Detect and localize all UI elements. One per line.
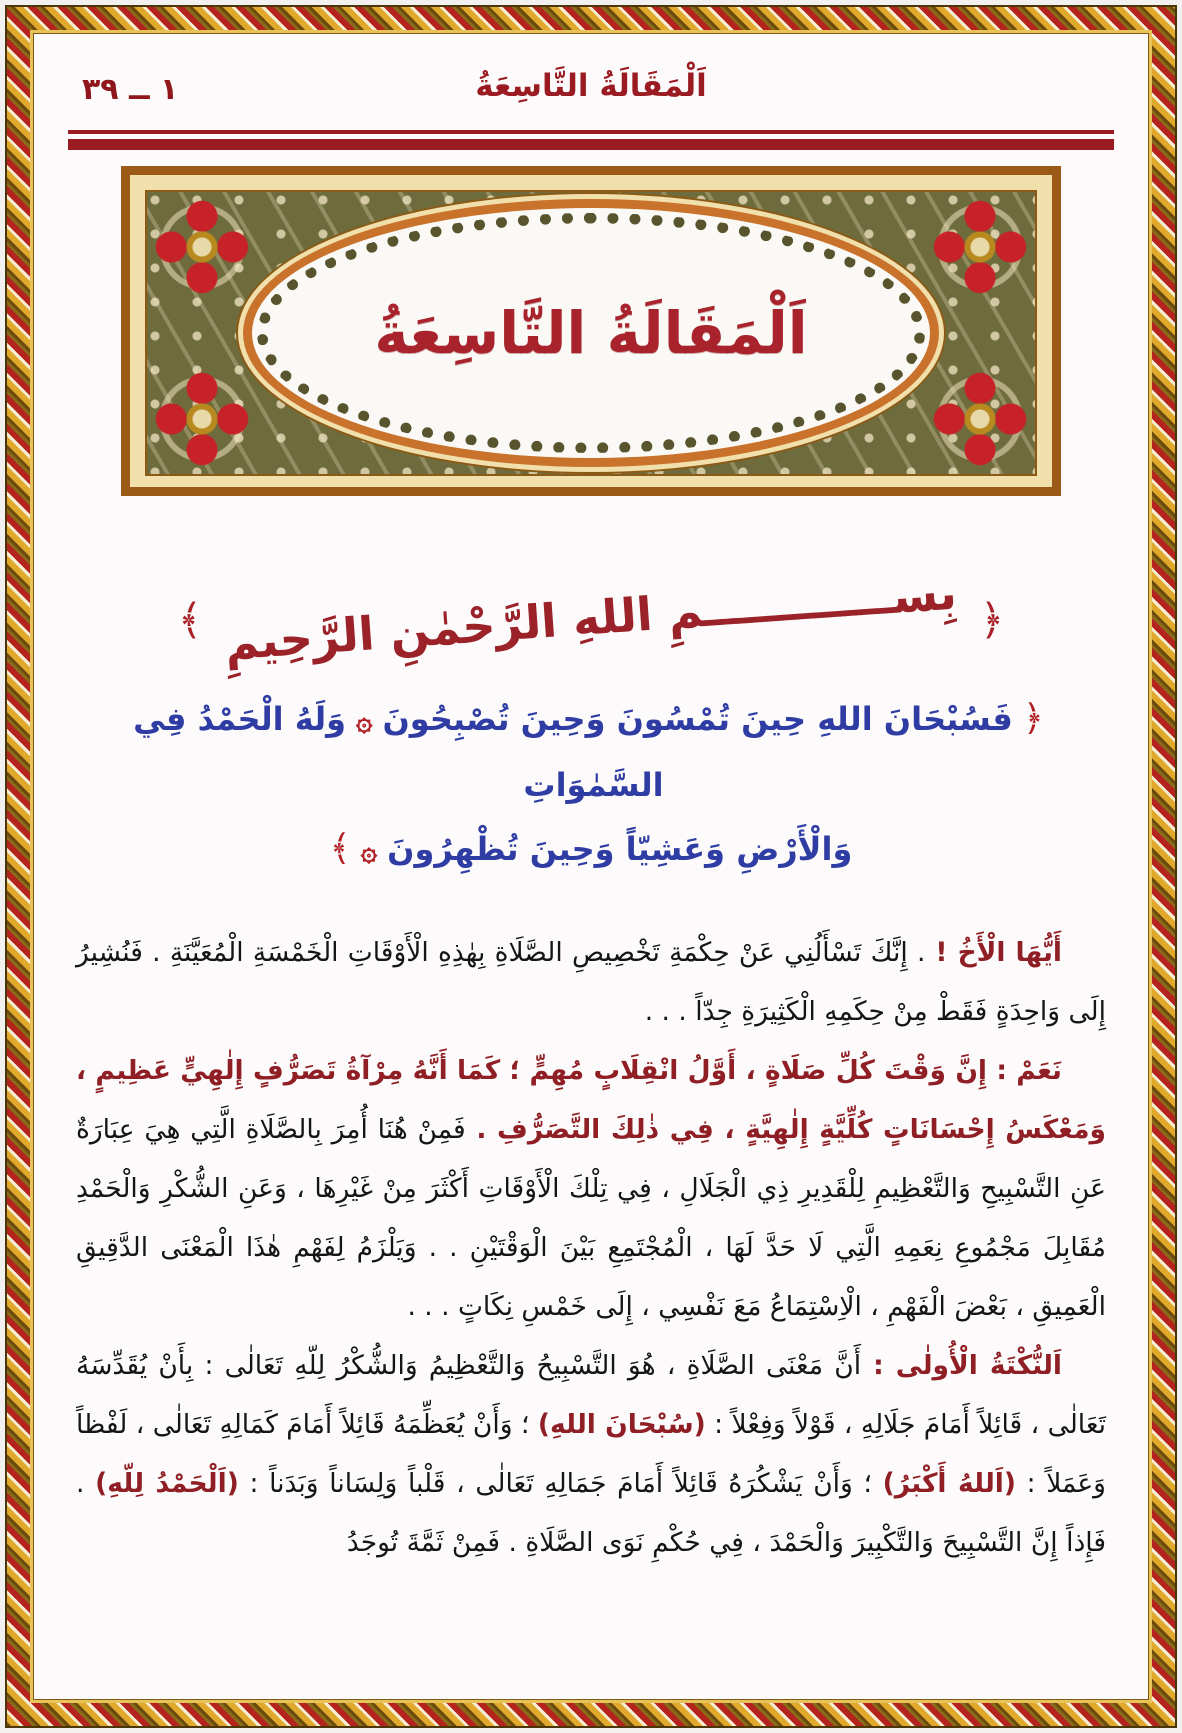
- body-text: [76, 923, 1106, 1572]
- text-segment: أَنَّ مَعْنَى الصَّلَاةِ ، هُوَ التَّسْبِيحُ وَالتَّعْظِيمُ وَالشُّكْرُ لِلّهِ تَعَالٰى : بِأَنْ يُقَدِّسَهُ تَعَالٰى ، قَائِلاً أَمَامَ جَلَالِهِ ، قَوْلاً وَفِعْلاً :: [76, 1350, 1106, 1440]
- ornamental-headpiece: [121, 166, 1061, 496]
- text-segment-red: (سُبْحَانَ اللهِ): [537, 1409, 706, 1440]
- headpiece-arabesque-field: [145, 190, 1037, 476]
- page-header: [74, 68, 1108, 118]
- ornate-open-bracket-icon: ﴿: [1022, 698, 1044, 739]
- quran-verse: [68, 687, 1114, 883]
- text-segment-red: أَيُّهَا الْأَخُ !: [925, 937, 1063, 968]
- flower-ornament-icon: [143, 360, 261, 478]
- page-body: [33, 33, 1149, 1700]
- headpiece-lens: [243, 199, 939, 467]
- text-segment-red: (اَلْحَمْدُ لِلّهِ): [95, 1468, 239, 1499]
- paragraph: [76, 1041, 1106, 1336]
- page-content: [34, 68, 1148, 1572]
- text-segment-red: اَلنُّكْتَةُ الْأُولٰى :: [861, 1350, 1062, 1381]
- page-number: ١ ــ ٣٩: [82, 72, 179, 107]
- header-rule-thick: [68, 139, 1114, 150]
- text-segment: ؛ وَأَنْ يَشْكُرَهُ قَائِلاً أَمَامَ جَمَالِهِ تَعَالٰى ، قَلْباً وَلِسَاناً وَبَدَناً :: [238, 1468, 883, 1499]
- rub-el-hizb-icon: ۞: [356, 704, 373, 737]
- verse-line-1: [68, 687, 1114, 817]
- paragraph: [76, 1336, 1106, 1572]
- verse-line-2: [68, 817, 1114, 883]
- verse-text: وَالْأَرْضِ وَعَشِيّاً وَحِينَ تُظْهِرُونَ: [387, 830, 853, 868]
- ornate-close-bracket-icon: ﴾: [177, 595, 203, 644]
- header-rule-thin: [68, 130, 1114, 134]
- flower-ornament-icon: [921, 188, 1039, 306]
- text-segment: . فَإِذاً إِنَّ التَّسْبِيحَ وَالتَّكْبِيرَ وَالْحَمْدَ ، فِي حُكْمِ نَوَى الصَّلَاةِ . فَمِنْ ثَمَّةَ تُوجَدُ: [76, 1468, 1106, 1558]
- text-segment: . إِنَّكَ تَسْأَلُنِي عَنْ حِكْمَةِ تَخْصِيصِ الصَّلَاةِ بِهٰذِهِ الْأَوْقَاتِ الْخَمْسَةِ الْمُعَيَّنَةِ . فَنُشِيرُ إِلَى وَاحِدَةٍ فَقَطْ مِنْ حِكَمِهِ الْكَثِيرَةِ جِدّاً . . .: [76, 937, 1106, 1027]
- text-segment: ؛ وَأَنْ يُعَظِّمَهُ قَائِلاً أَمَامَ كَمَالِهِ تَعَالٰى ، لَفْظاً وَعَمَلاً :: [76, 1409, 1106, 1499]
- rub-el-hizb-icon: ۞: [360, 834, 378, 867]
- basmala-text: بِســــــــــــمِ اللهِ الرَّحْمٰنِ الرَّحِيمِ: [223, 565, 959, 671]
- verse-text: فَسُبْحَانَ اللهِ حِينَ تُمْسُونَ وَحِينَ تُصْبِحُونَ: [382, 700, 1013, 738]
- flower-ornament-icon: [143, 188, 261, 306]
- basmala: [68, 565, 1114, 671]
- running-title: اَلْمَقَالَةُ التَّاسِعَةُ: [475, 68, 707, 104]
- text-segment-red: نَعَمْ : إِنَّ وَقْتَ كُلِّ صَلَاةٍ ، أَوَّلُ انْقِلَابٍ مُهِمٍّ ؛ كَمَا أَنَّهُ مِرْآةُ تَصَرُّفٍ إِلٰهِيٍّ عَظِيمٍ ، وَمَعْكَسُ إِحْسَانَاتٍ كُلِّيَّةٍ إِلٰهِيَّةٍ ، فِي ذٰلِكَ التَّصَرُّفِ .: [76, 1055, 1106, 1145]
- paragraph: [76, 923, 1106, 1041]
- ornate-close-bracket-icon: ﴾: [329, 828, 351, 869]
- verse-text: وَلَهُ الْحَمْدُ فِي السَّمٰوَاتِ: [133, 700, 664, 804]
- ornate-open-bracket-icon: ﴿: [979, 595, 1005, 644]
- text-segment: فَمِنْ هُنَا أُمِرَ بِالصَّلَاةِ الَّتِي هِيَ عِبَارَةٌ عَنِ التَّسْبِيحِ وَالتَّعْظِيمِ لِلْقَدِيرِ ذِي الْجَلَالِ ، فِي تِلْكَ الْأَوْقَاتِ أَكْثَرَ مِنْ غَيْرِهَا ، وَعَنِ الشُّكْرِ وَالْحَمْدِ مُقَابِلَ مَجْمُوعِ نِعَمِهِ الَّتِي لَا حَدَّ لَهَا ، الْمُجْتَمِعِ بَيْنَ الْوَقْتَيْنِ . . وَيَلْزَمُ لِفَهْمِ هٰذَا الْمَعْنَى الدَّقِيقِ الْعَمِيقِ ، بَعْضَ الْفَهْمِ ، الْاِسْتِمَاعُ مَعَ نَفْسِي ، إِلَى خَمْسِ نِكَاتٍ . . .: [76, 1114, 1106, 1322]
- flower-ornament-icon: [921, 360, 1039, 478]
- text-segment-red: (اَللهُ أَكْبَرُ): [882, 1468, 1016, 1499]
- section-title: اَلْمَقَالَةُ التَّاسِعَةُ: [374, 299, 808, 367]
